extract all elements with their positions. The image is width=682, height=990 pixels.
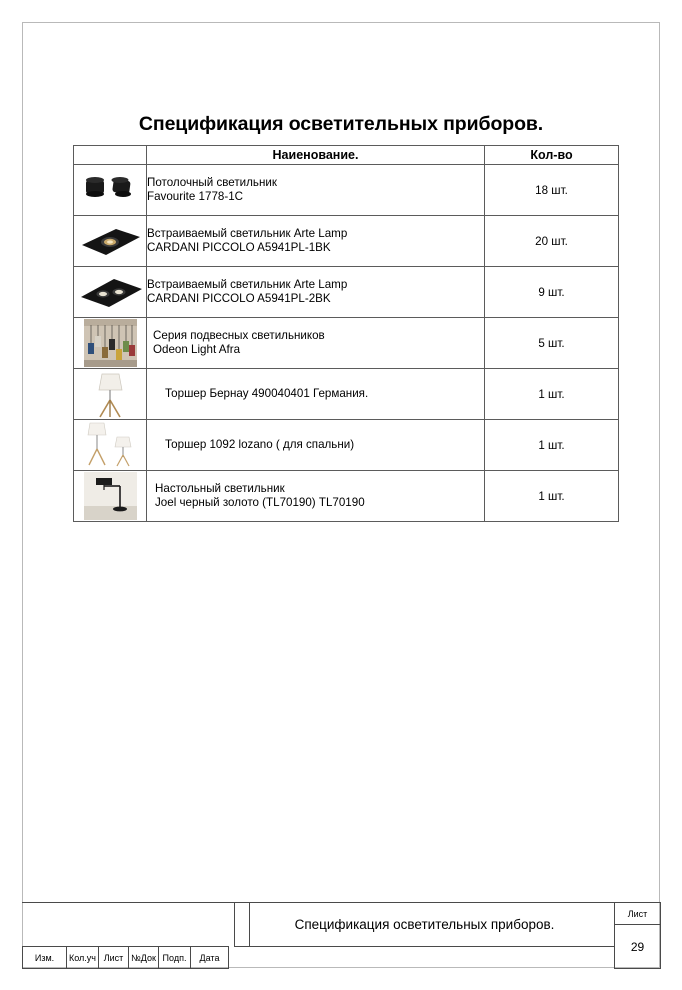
column-header-image [74, 146, 147, 165]
product-qty-cell: 1 шт. [485, 420, 619, 471]
product-name-cell [147, 420, 485, 471]
pendant-lamps-cluster-colored-icon [76, 319, 145, 367]
product-thumbnail-cell [74, 216, 147, 267]
product-name-line2: Odeon Light Afra [153, 343, 241, 356]
page-title: Спецификация осветительных приборов. [138, 113, 544, 135]
product-thumbnail-cell [74, 267, 147, 318]
product-name-line1: Встраиваемый светильник Arte Lamp [147, 278, 348, 291]
stamp-col-koluch: Кол.уч [67, 947, 99, 969]
product-name-line1: Встраиваемый светильник Arte Lamp [147, 227, 348, 240]
product-name-cell [147, 267, 485, 318]
product-name-cell [147, 216, 485, 267]
column-header-name: Наиенование. [147, 146, 485, 165]
product-qty-cell: 5 шт. [485, 318, 619, 369]
stamp-sheet-label: Лист [615, 903, 661, 925]
stamp-drawing-name: Спецификация осветительных приборов. [235, 903, 615, 947]
product-name-cell [147, 471, 485, 522]
product-thumbnail-cell [74, 471, 147, 522]
stamp-col-ndok: №Док [129, 947, 159, 969]
stamp-col-data: Дата [191, 947, 229, 969]
table-row [74, 165, 619, 216]
product-name-cell [147, 318, 485, 369]
stamp-col-list: Лист [99, 947, 129, 969]
product-name-line2: Favourite 1778-1C [147, 190, 244, 203]
stamp-col-podp: Подп. [159, 947, 191, 969]
floor-lamp-tripod-white-shade-icon [76, 370, 145, 418]
product-name-line2: CARDANI PICCOLO A5941PL-1BK [147, 241, 331, 254]
table-row [74, 267, 619, 318]
table-row [74, 318, 619, 369]
recessed-rectangular-double-spot-black-icon [76, 268, 145, 316]
two-surface-cylinder-spotlights-black-icon [76, 166, 145, 214]
product-thumbnail-cell [74, 420, 147, 471]
product-qty-cell: 18 шт. [485, 165, 619, 216]
column-header-qty: Кол-во [485, 146, 619, 165]
product-name-line2: CARDANI PICCOLO A5941PL-2BK [147, 292, 331, 305]
product-qty-cell: 9 шт. [485, 267, 619, 318]
table-lamp-black-gold-icon [76, 472, 145, 520]
product-name-line1: Серия подвесных светильников [153, 329, 325, 342]
product-thumbnail-cell [74, 318, 147, 369]
stamp-left-divider [22, 902, 250, 946]
recessed-square-single-spot-black-icon [76, 217, 145, 265]
product-name-line2: Joel черный золото (TL70190) TL70190 [155, 496, 365, 509]
product-name-line1: Торшер 1092 lozano ( для спальни) [165, 438, 355, 451]
stamp-gap [235, 947, 615, 969]
table-row [74, 471, 619, 522]
table-row [74, 216, 619, 267]
product-name-line1: Потолочный светильник [147, 176, 277, 189]
stamp-col-izm: Изм. [23, 947, 67, 969]
product-qty-cell: 1 шт. [485, 369, 619, 420]
table-row [74, 420, 619, 471]
product-name-line1: Настольный светильник [155, 482, 285, 495]
table-header-row [74, 146, 619, 165]
product-name-cell [147, 165, 485, 216]
product-qty-cell: 1 шт. [485, 471, 619, 522]
specification-table [73, 145, 619, 522]
product-thumbnail-cell [74, 165, 147, 216]
table-row [74, 369, 619, 420]
product-qty-cell: 20 шт. [485, 216, 619, 267]
floor-lamp-two-white-shades-icon [76, 421, 145, 469]
product-name-cell [147, 369, 485, 420]
stamp-sheet-number: 29 [615, 925, 661, 969]
product-name-line1: Торшер Бернау 490040401 Германия. [165, 387, 369, 400]
product-thumbnail-cell [74, 369, 147, 420]
